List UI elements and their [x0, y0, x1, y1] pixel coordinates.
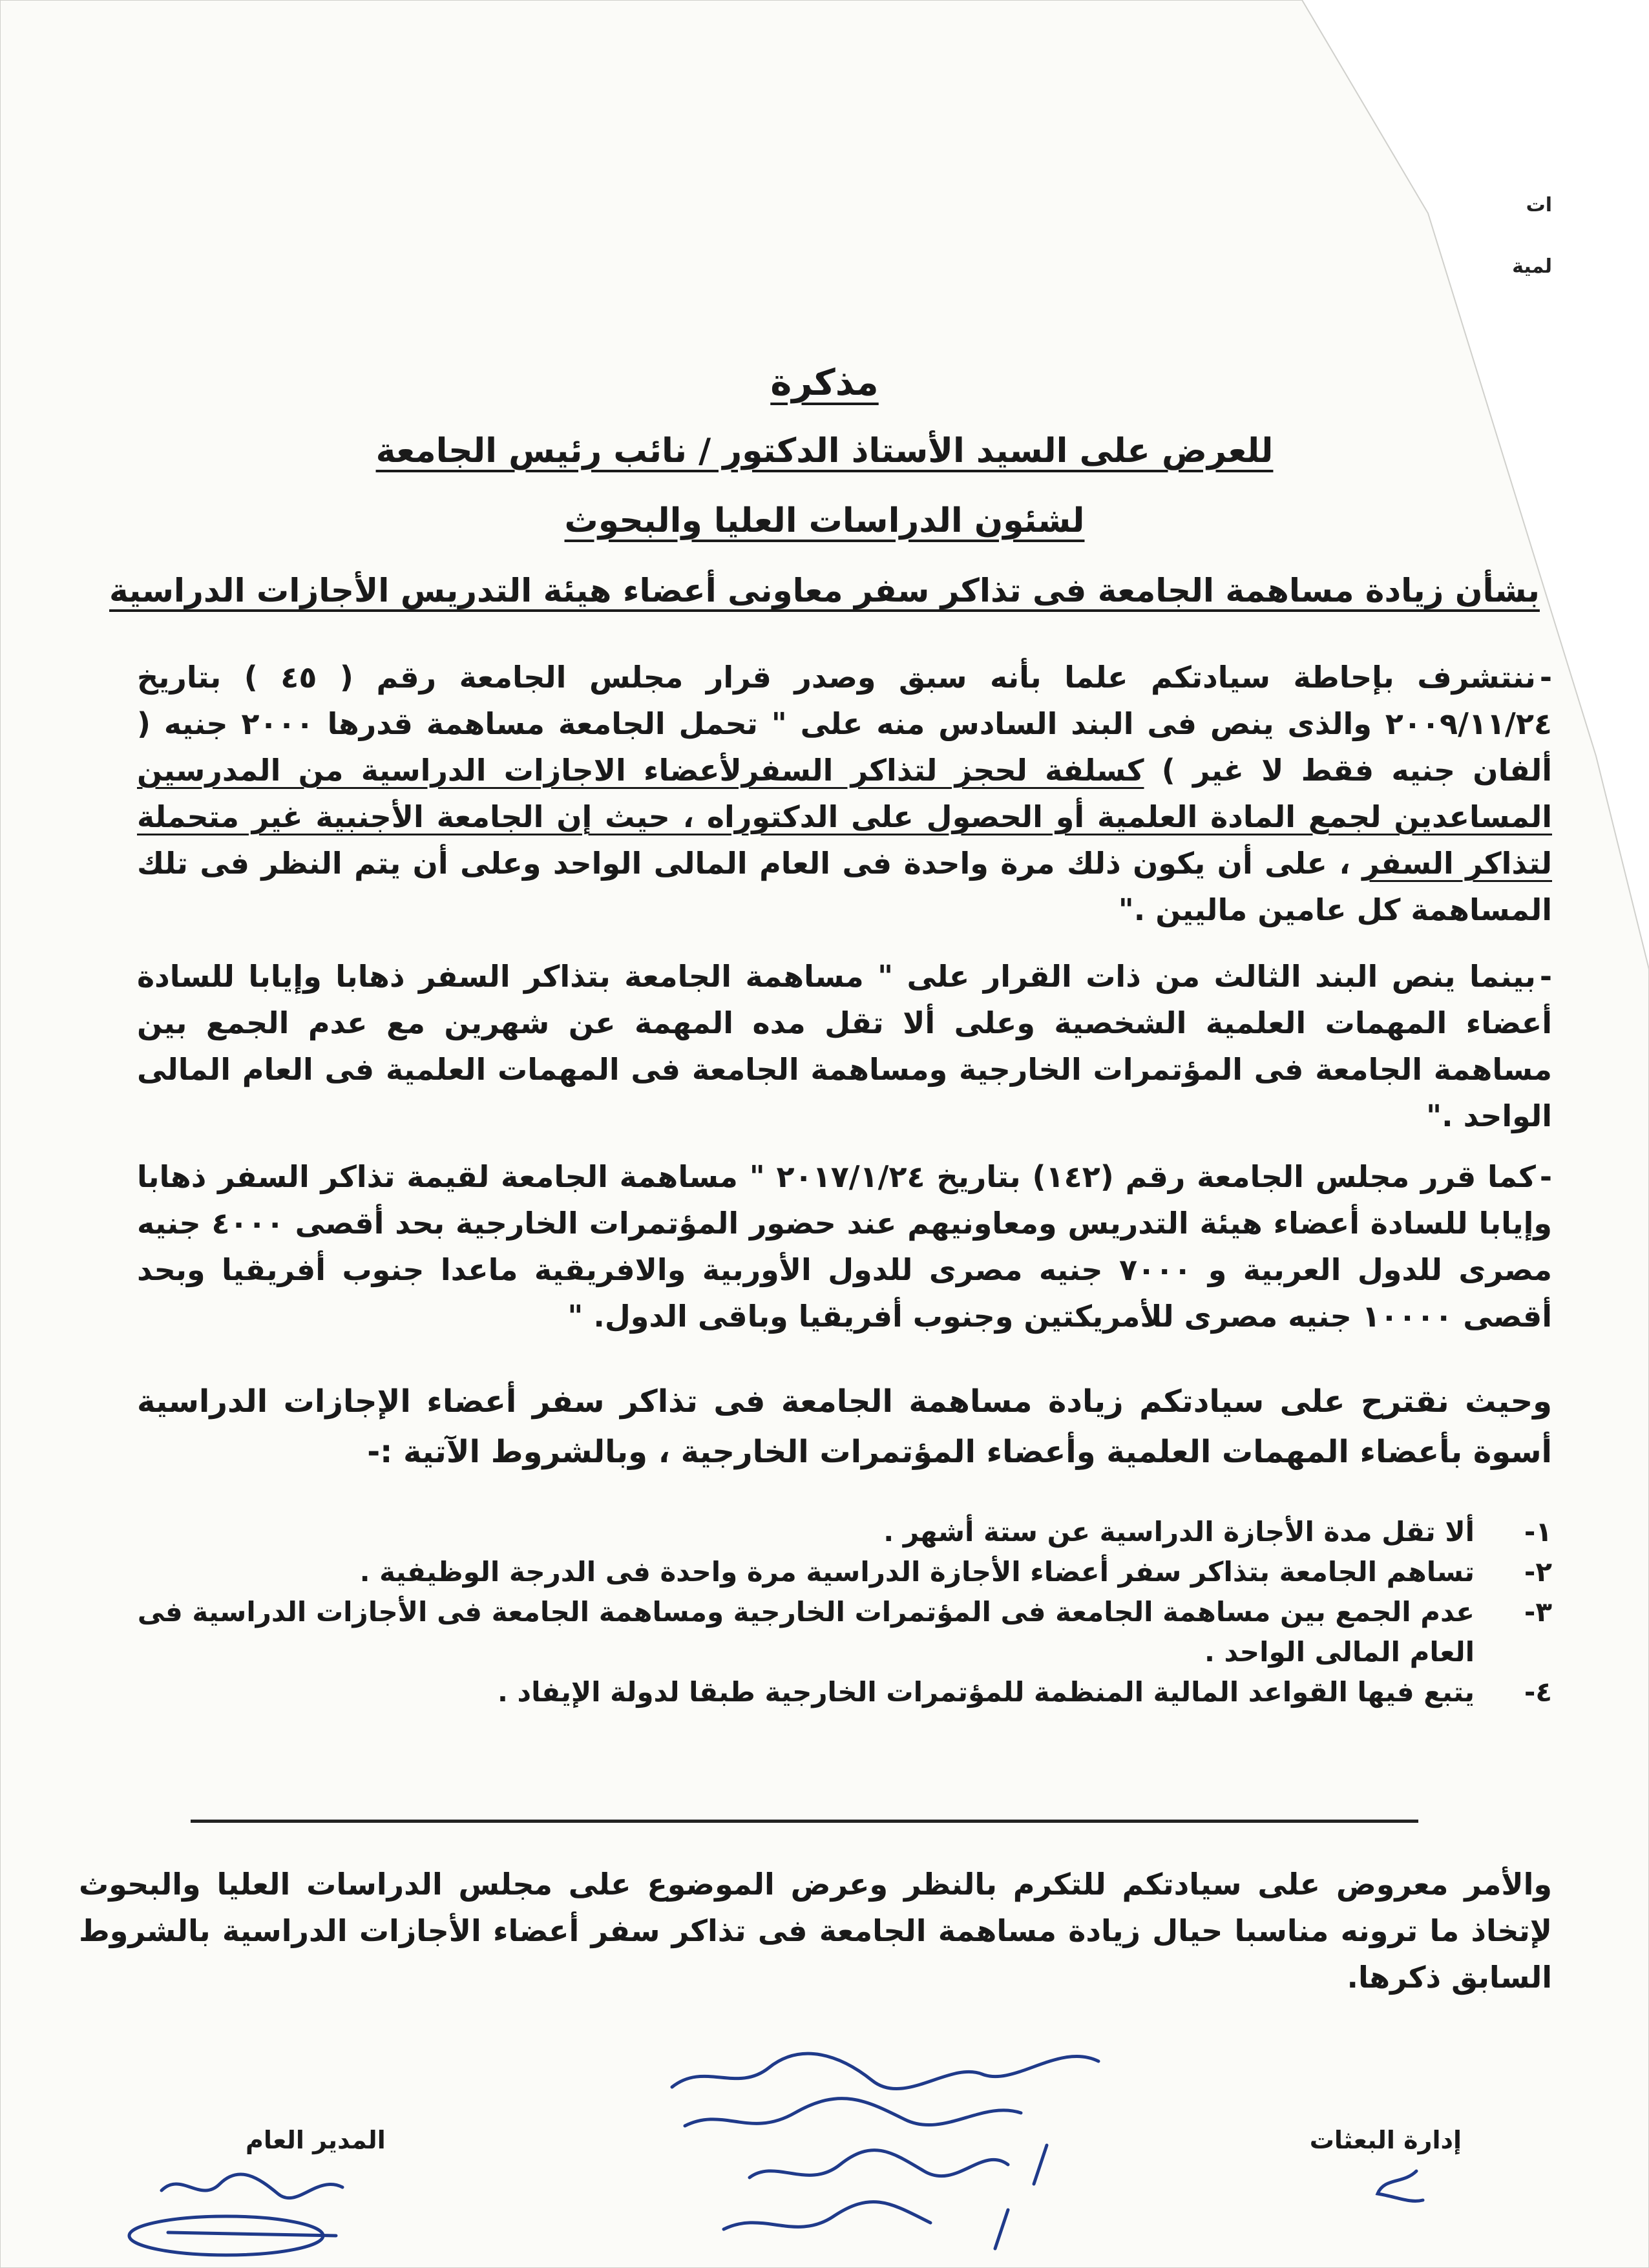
closing-paragraph: والأمر معروض على سيادتكم للتكرم بالنظر وعرض الموضوع على مجلس الدراسات العليا والبحوث لإتخاذ ما ترونه مناسبا حيال زيادة مساهمة الجامعة فى تذاكر سفر أعضاء الأجازات الدراسية بالشروط السابق ذكرها. [79, 1867, 1552, 1995]
conditions-list [98, 1512, 1552, 1712]
corner-text-line1: ات [1526, 194, 1552, 216]
condition-item: ٢- تساهم الجامعة بتذاكر سفر أعضاء الأجازة الدراسية مرة واحدة فى الدرجة الوظيفية . [359, 1556, 1552, 1588]
para1-text: ننتشرف بإحاطة سيادتكم علما بأنه سبق وصدر قرار مجلس الجامعة رقم ( ٤٥ ) بتاريخ ٢٠٠٩/١١/٢٤ والذى ينص فى البند السادس منه على " تحمل الجامعة مساهمة قدرها ٢٠٠٠ جنيه ( ألفان جنيه فقط لا غير ) [137, 660, 1553, 788]
para1-underlined-text: كسلفة لحجز لتذاكر السفرلأعضاء الاجازات الدراسية من المدرسين المساعدين لجمع المادة العلمية أو الحصول على الدكتوراه ، حيث إن الجامعة الأجنبية غير متحملة لتذاكر السفر [137, 753, 1552, 881]
dept-label-missions: إدارة البعثات [1309, 2126, 1462, 2154]
condition-item: ١- ألا تقل مدة الأجازة الدراسية عن ستة أشهر . [883, 1516, 1552, 1548]
subject-line: بشأن زيادة مساهمة الجامعة فى تذاكر سفر معاونى أعضاء هيئة التدريس الأجازات الدراسية [109, 572, 1540, 609]
handwritten-annotation [646, 2016, 1228, 2268]
condition-item: ٤- يتبع فيها القواعد المالية المنظمة للمؤتمرات الخارجية طبقا لدولة الإيفاد . [497, 1676, 1552, 1708]
para1-text-end: ، على أن يكون ذلك مرة واحدة فى العام المالى الواحد وعلى أن يتم النظر فى تلك المساهمة كل عامين ماليين ." [137, 846, 1552, 927]
addressee-line-1: للعرض على السيد الأستاذ الدكتور / نائب رئيس الجامعة [375, 432, 1274, 470]
general-manager-signature [123, 2158, 394, 2268]
general-manager-label: المدير العام [246, 2126, 386, 2154]
paragraph-proposal: وحيث نقترح على سيادتكم زيادة مساهمة الجامعة فى تذاكر سفر أعضاء الإجازات الدراسية أسوة بأعضاء المهمات العلمية وأعضاء المؤتمرات الخارجية ، وبالشروط الآتية :- [137, 1383, 1552, 1470]
corner-text-line2: لمية [1512, 255, 1552, 278]
memo-title: مذكرة [770, 362, 879, 404]
paragraph-decision-142: -كما قرر مجلس الجامعة رقم (١٤٢) بتاريخ ٢٠١٧/١/٢٤ " مساهمة الجامعة لقيمة تذاكر السفر ذهابا وإيابا للسادة أعضاء هيئة التدريس ومعاونيهم عند حضور المؤتمرات الخارجية بحد أقصى ٤٠٠٠ جنيه مصرى للدول العربية و ٧٠٠٠ جنيه مصرى للدول الأوربية والافريقية ماعدا جنوب أفريقيا وبحد أقصى ١٠٠٠٠ جنيه مصرى للأمريكتين وجنوب أفريقيا وباقى الدول. " [137, 1159, 1553, 1334]
paragraph-decision-45: -ننتشرف بإحاطة سيادتكم علما بأنه سبق وصدر قرار مجلس الجامعة رقم ( ٤٥ ) بتاريخ ٢٠٠٩/١١/٢٤ والذى ينص فى البند السادس منه على " تحمل الجامعة مساهمة قدرها ٢٠٠٠ جنيه ( ألفان جنيه فقط لا غير ) كسلفة لحجز لتذاكر السفرلأعضاء الاجازات الدراسية من المدرسين المساعدين لجمع المادة العلمية أو الحصول على الدكتوراه ، حيث إن الجامعة الأجنبية غير متحملة لتذاكر السفر ، على أن يكون ذلك مرة واحدة فى العام المالى الواحد وعلى أن يتم النظر فى تلك المساهمة كل عامين ماليين ." [137, 660, 1553, 927]
separator-line [191, 1820, 1418, 1823]
paragraph-article-3: -بينما ينص البند الثالث من ذات القرار على " مساهمة الجامعة بتذاكر السفر ذهابا وإيابا للسادة أعضاء المهمات العلمية الشخصية وعلى ألا تقل مده المهمة عن شهرين مع عدم الجمع بين مساهمة الجامعة فى المؤتمرات الخارجية ومساهمة الجامعة فى المهمات العلمية فى العام المالى الواحد ." [137, 959, 1552, 1133]
signature-mark-right [1358, 2158, 1436, 2216]
condition-item: ٣- عدم الجمع بين مساهمة الجامعة فى المؤتمرات الخارجية ومساهمة الجامعة فى الأجازات الدراسية فى العام المالى الواحد . [137, 1596, 1552, 1668]
addressee-line-2: لشئون الدراسات العليا والبحوث [564, 501, 1085, 540]
